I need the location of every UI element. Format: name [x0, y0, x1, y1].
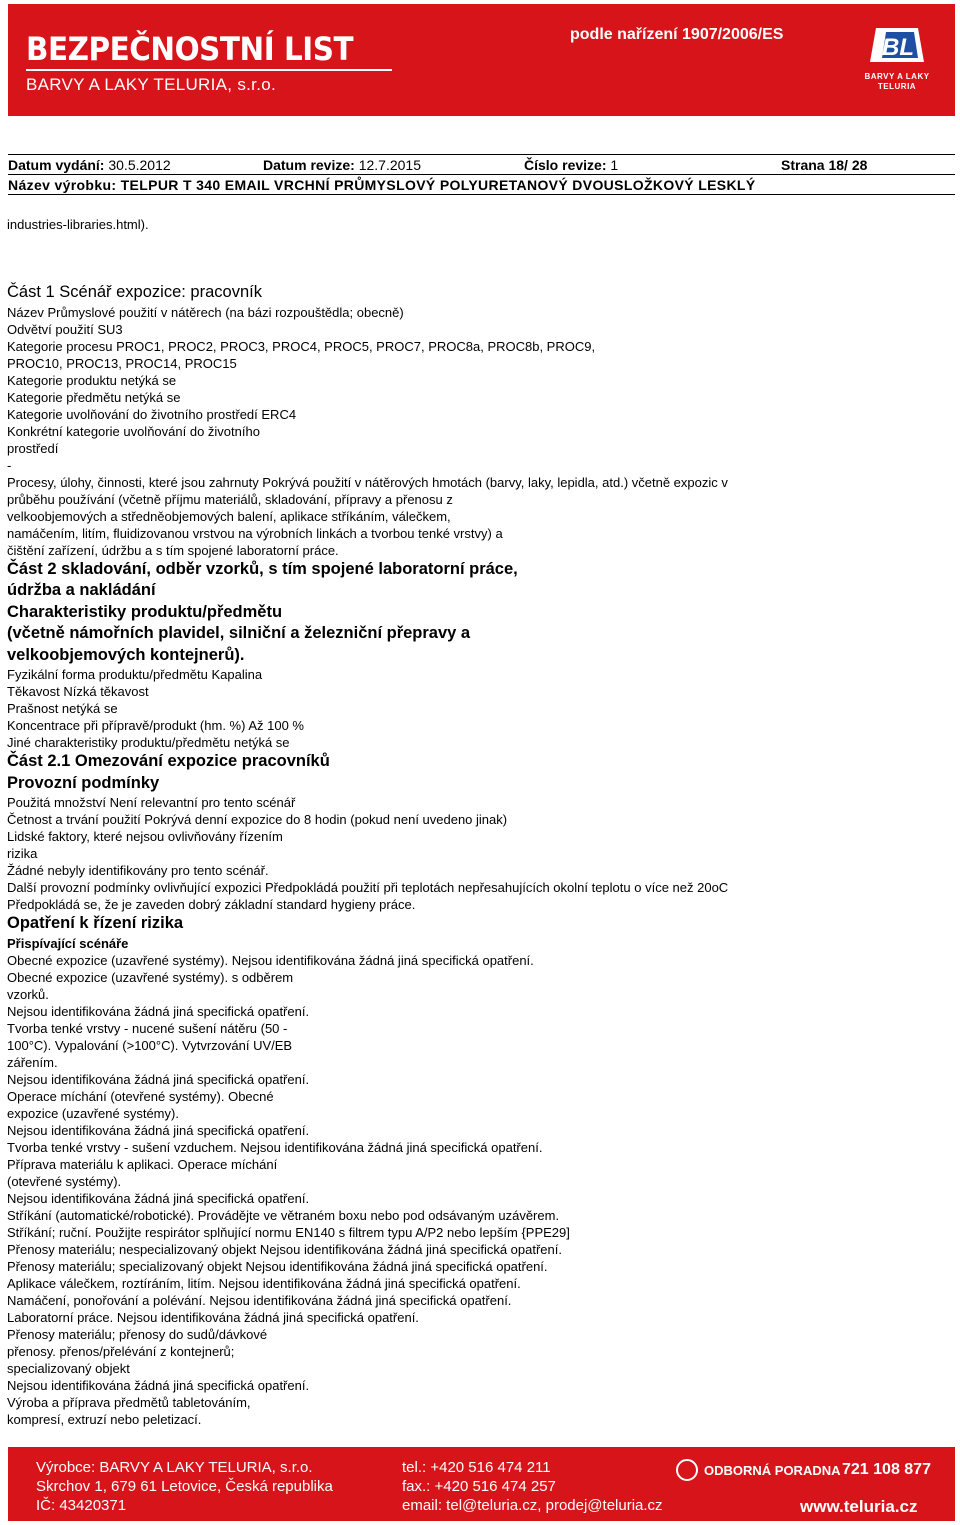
text-line: (otevřené systémy).: [7, 1173, 122, 1189]
text-line: namáčením, litím, fluidizovanou vrstvou na výrobních linkách a tvorbou tenké vrstvy) a: [7, 525, 503, 541]
text-line: Odvětví použití SU3: [7, 321, 123, 337]
text-line: Kategorie produktu netýká se: [7, 372, 177, 388]
text-line: kompresí, extruzí nebo peletizací.: [7, 1411, 202, 1427]
section-heading: Opatření k řízení rizika: [7, 914, 184, 932]
footer-fax: fax.: +420 516 474 257: [402, 1478, 556, 1495]
text-line: Použitá množství Není relevantní pro tento scénář: [7, 795, 296, 810]
meta-top-rule: [8, 154, 955, 155]
footer-website[interactable]: www.teluria.cz: [800, 1497, 918, 1516]
text-line: Žádné nebyly identifikovány pro tento scénář.: [7, 863, 269, 878]
logo-letters: BL: [882, 34, 914, 61]
text-line: industries-libraries.html).: [7, 217, 149, 232]
section-heading: Část 2 skladování, odběr vzorků, s tím spojené laboratorní práce,: [7, 559, 518, 578]
section-heading: Část 1 Scénář expozice: pracovník: [7, 283, 262, 301]
footer-ico: IČ: 43420371: [36, 1497, 127, 1514]
footer-advisory-phone: 721 108 877: [842, 1461, 931, 1478]
footer-band: [8, 1447, 955, 1521]
text-line: Název Průmyslové použití v nátěrech (na bázi rozpouštědla; obecně): [7, 304, 404, 320]
document-title: BEZPEČNOSTNÍ LIST: [26, 30, 354, 68]
text-line: Nejsou identifikována žádná jiná specifická opatření.: [7, 1003, 310, 1019]
text-line: Nejsou identifikována žádná jiná specifická opatření.: [7, 1190, 310, 1206]
text-line: Aplikace válečkem, roztíráním, litím. Nejsou identifikována žádná jiná specifická opatření.: [7, 1275, 521, 1291]
text-line: Namáčení, ponořování a polévání. Nejsou identifikována žádná jiná specifická opatření.: [7, 1292, 512, 1308]
footer-manufacturer: Výrobce: BARVY A LAKY TELURIA, s.r.o.: [36, 1459, 313, 1476]
text-line: -: [7, 457, 12, 473]
text-line: Stříkání; ruční. Použijte respirátor splňující normu EN140 s filtrem typu A/P2 nebo lepším {PPE29]: [7, 1224, 570, 1240]
text-line: Stříkání (automatické/robotické). Provádějte ve větraném boxu nebo pod odsávaným uzávěrem.: [7, 1207, 560, 1223]
text-line: Koncentrace při přípravě/produkt (hm. %) Až 100 %: [7, 718, 304, 733]
logo-caption: [856, 72, 938, 92]
footer-tel: tel.: +420 516 474 211: [402, 1459, 551, 1476]
document-body: [7, 216, 937, 1428]
text-line: velkoobjemových a středněobjemových balení, aplikace stříkáním, válečkem,: [7, 508, 451, 524]
text-line: Tvorba tenké vrstvy - nucené sušení nátěru (50 -: [7, 1020, 288, 1036]
text-line: Přenosy materiálu; přenosy do sudů/dávkové: [7, 1326, 268, 1342]
section-heading: Charakteristiky produktu/předmětu: [7, 602, 283, 621]
header-company: BARVY A LAKY TELURIA, s.r.o.: [26, 75, 276, 94]
text-line: Operace míchání (otevřené systémy). Obecné: [7, 1088, 274, 1104]
text-line: prostředí: [7, 440, 59, 456]
section-heading: Provozní podmínky: [7, 773, 160, 792]
text-line: expozice (uzavřené systémy).: [7, 1105, 179, 1121]
section-heading: Část 2.1 Omezování expozice pracovníků: [7, 752, 330, 770]
footer-email[interactable]: email: tel@teluria.cz, prodej@teluria.cz: [402, 1497, 663, 1514]
meta-bottom-rule: [8, 194, 955, 195]
header-divider: [26, 69, 392, 71]
text-line: Jiné charakteristiky produktu/předmětu netýká se: [7, 735, 290, 750]
logo-caption-line-2: TELURIA: [877, 82, 917, 91]
text-line: Nejsou identifikována žádná jiná specifická opatření.: [7, 1122, 310, 1138]
text-line: Kategorie uvolňování do životního prostředí ERC4: [7, 406, 297, 422]
text-line: Kategorie předmětu netýká se: [7, 389, 181, 405]
product-name: Název výrobku: TELPUR T 340 EMAIL VRCHNÍ PRŮMYSLOVÝ POLYURETANOVÝ DVOUSLOŽKOVÝ LESKLÝ: [8, 177, 756, 193]
text-line: Kategorie procesu PROC1, PROC2, PROC3, PROC4, PROC5, PROC7, PROC8a, PROC8b, PROC9,: [7, 338, 596, 354]
regulation-label: podle nařízení 1907/2006/ES: [570, 26, 784, 43]
subheading: Přispívající scénáře: [7, 935, 129, 951]
logo-caption-line-1: BARVY A LAKY: [864, 72, 930, 81]
footer-advisory: ODBORNÁ PORADNA: [704, 1463, 841, 1478]
text-line: Lidské faktory, které nejsou ovlivňovány řízením: [7, 829, 283, 844]
text-line: Konkrétní kategorie uvolňování do životního: [7, 423, 260, 439]
text-line: Nejsou identifikována žádná jiná specifická opatření.: [7, 1377, 310, 1393]
text-line: Výroba a příprava předmětů tabletováním,: [7, 1394, 251, 1410]
text-line: Laboratorní práce. Nejsou identifikována žádná jiná specifická opatření.: [7, 1309, 419, 1325]
text-line: Prašnost netýká se: [7, 701, 118, 716]
phone-icon: [676, 1459, 698, 1481]
text-line: Přenosy materiálu; nespecializovaný objekt Nejsou identifikována žádná jiná specifická opatření.: [7, 1241, 562, 1257]
revision-number: Číslo revize: 1: [524, 157, 619, 173]
page-number: Strana 18/ 28: [781, 157, 868, 173]
text-line: PROC10, PROC13, PROC14, PROC15: [7, 355, 237, 371]
text-line: Přenosy materiálu; specializovaný objekt Nejsou identifikována žádná jiná specifická opatření.: [7, 1258, 548, 1274]
text-line: specializovaný objekt: [7, 1360, 130, 1376]
text-line: Tvorba tenké vrstvy - sušení vzduchem. Nejsou identifikována žádná jiná specifická opatření.: [7, 1139, 543, 1155]
text-line: zářením.: [7, 1054, 58, 1070]
section-heading: velkoobjemových kontejnerů).: [7, 645, 245, 664]
meta-mid-rule: [8, 174, 955, 175]
text-line: vzorků.: [7, 986, 49, 1002]
text-line: čištění zařízení, údržbu a s tím spojené laboratorní práce.: [7, 542, 339, 558]
text-line: Předpokládá se, že je zaveden dobrý základní standard hygieny práce.: [7, 897, 416, 912]
section-heading: (včetně námořních plavidel, silniční a železniční přepravy a: [7, 624, 471, 642]
text-line: Obecné expozice (uzavřené systémy). Nejsou identifikována žádná jiná specifická opatření.: [7, 952, 534, 968]
text-line: Procesy, úlohy, činnosti, které jsou zahrnuty Pokrývá použití v nátěrových hmotách (barvy, laky, lepidla, atd.) včetně expozic v: [7, 474, 728, 490]
text-line: Další provozní podmínky ovlivňující expozici Předpokládá použití při teplotách nepřesahujících okolní teplotu o více než 20oC: [7, 880, 729, 895]
text-line: Fyzikální forma produktu/předmětu Kapalina: [7, 667, 263, 682]
text-line: Četnost a trvání použití Pokrývá denní expozice do 8 hodin (pokud není uvedeno jinak): [7, 812, 508, 827]
footer-address: Skrchov 1, 679 61 Letovice, Česká republika: [36, 1478, 333, 1495]
issue-date: Datum vydání: 30.5.2012: [8, 157, 171, 173]
text-line: Obecné expozice (uzavřené systémy). s odběrem: [7, 969, 294, 985]
revision-date: Datum revize: 12.7.2015: [263, 157, 421, 173]
text-line: 100°C). Vypalování (>100°C). Vytvrzování UV/EB: [7, 1037, 293, 1053]
text-line: přenosy. přenos/přelévání z kontejnerů;: [7, 1343, 235, 1359]
text-line: Nejsou identifikována žádná jiná specifická opatření.: [7, 1071, 310, 1087]
text-line: průběhu používání (včetně příjmu materiálů, skladování, přípravy a přenosu z: [7, 491, 453, 507]
section-heading: údržba a nakládání: [7, 581, 156, 599]
text-line: rizika: [7, 846, 38, 861]
text-line: Příprava materiálu k aplikaci. Operace míchání: [7, 1156, 278, 1172]
text-line: Těkavost Nízká těkavost: [7, 684, 149, 699]
